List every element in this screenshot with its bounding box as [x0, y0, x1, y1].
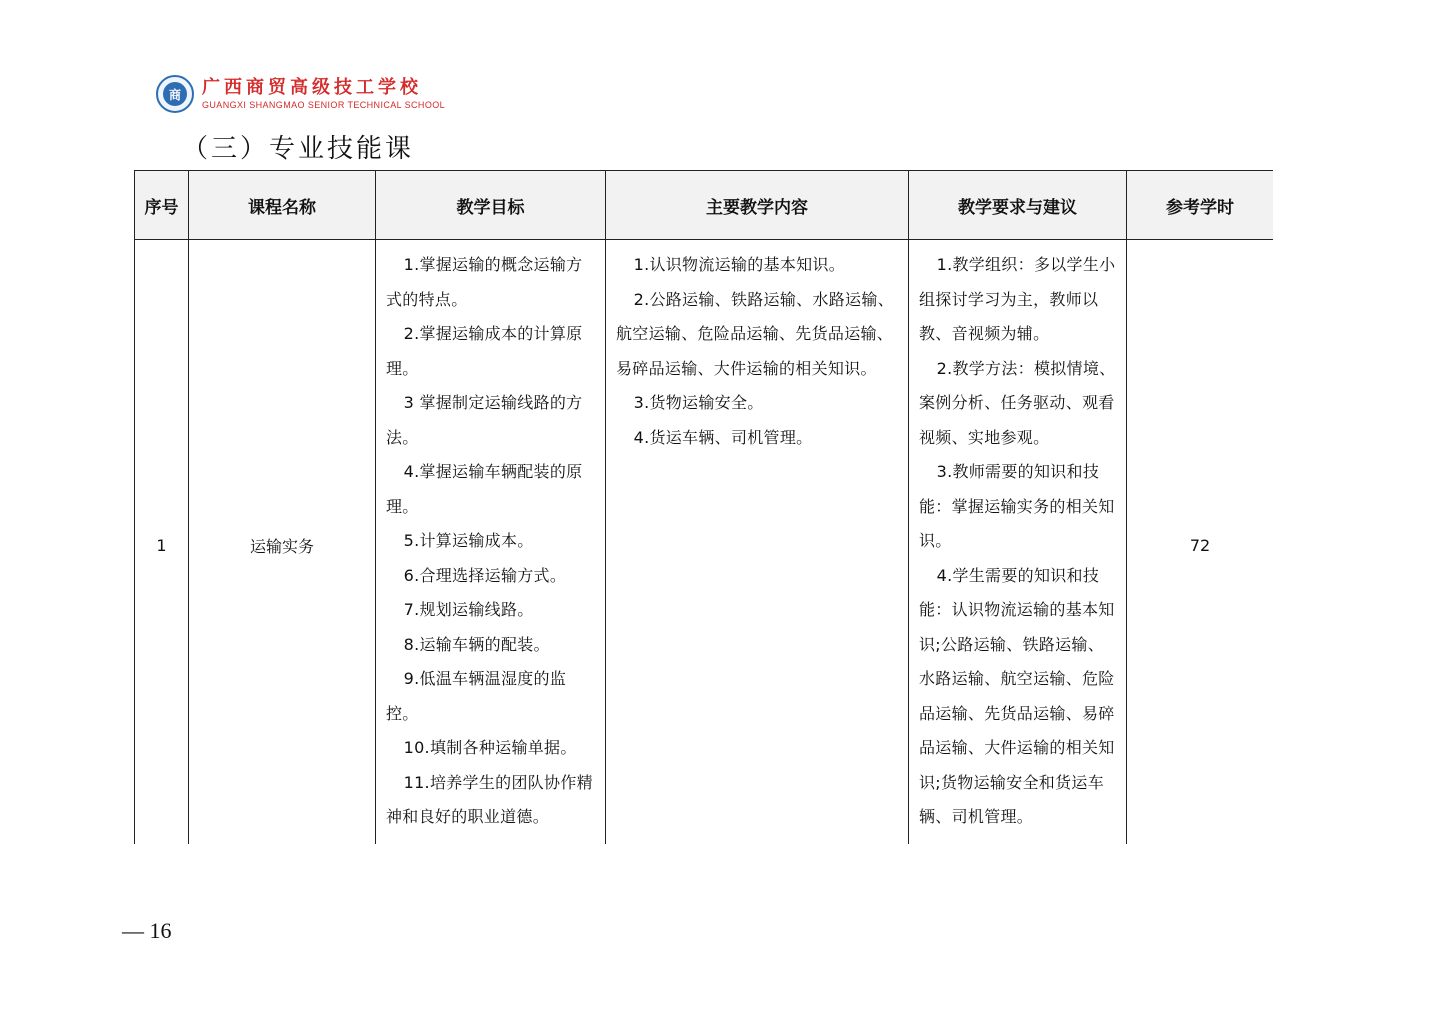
course-table-container	[134, 170, 1273, 844]
cell-course-name: 运输实务	[189, 240, 376, 845]
col-header-course-name: 课程名称	[189, 171, 376, 240]
school-name-cn: 广西商贸高级技工学校	[202, 77, 422, 98]
content-item: 4.货运车辆、司机管理。	[633, 427, 813, 447]
col-header-requirements: 教学要求与建议	[909, 171, 1127, 240]
school-header	[156, 74, 445, 114]
col-header-goals: 教学目标	[376, 171, 606, 240]
goal-item: 4.掌握运输车辆配装的原理。	[386, 462, 583, 516]
requirement-item: 3.教师需要的知识和技能：掌握运输实务的相关知识。	[919, 462, 1115, 550]
goal-item: 10.填制各种运输单据。	[403, 738, 577, 757]
requirement-item: 4.学生需要的知识和技能：认识物流运输的基本知识;公路运输、铁路运输、水路运输、航空运输、危险品运输、先货品运输、易碎品运输、大件运输的相关知识;货物运输安全和货运车辆、司机管理。	[919, 565, 1115, 826]
col-header-index: 序号	[135, 171, 189, 240]
goal-item: 6.合理选择运输方式。	[403, 565, 567, 585]
table-row	[135, 240, 1274, 845]
goal-item: 1.掌握运输的概念运输方式的特点。	[386, 255, 583, 309]
goal-item: 8.运输车辆的配装。	[403, 634, 550, 654]
school-name-en: GUANGXI SHANGMAO SENIOR TECHNICAL SCHOOL	[202, 100, 446, 110]
course-table	[134, 170, 1273, 844]
content-item: 1.认识物流运输的基本知识。	[633, 255, 846, 274]
cell-hours: 72	[1127, 240, 1274, 845]
cell-goals	[376, 240, 606, 845]
cell-content	[606, 240, 909, 845]
goal-item: 7.规划运输线路。	[403, 600, 534, 619]
goal-item: 2.掌握运输成本的计算原理。	[386, 324, 583, 378]
page-number: — 16	[122, 918, 172, 943]
section-title: （三）专业技能课	[182, 134, 415, 164]
content-item: 3.货物运输安全。	[633, 393, 764, 412]
cell-requirements	[909, 240, 1127, 845]
goal-item: 3 掌握制定运输线路的方法。	[386, 393, 583, 447]
table-header-row	[135, 171, 1274, 240]
school-name	[202, 77, 445, 111]
school-logo-icon: 商	[156, 75, 194, 113]
col-header-content: 主要教学内容	[606, 171, 909, 240]
goal-item: 9.低温车辆温湿度的监控。	[386, 669, 567, 723]
requirement-item: 1.教学组织：多以学生小组探讨学习为主，教师以教、音视频为辅。	[919, 255, 1116, 343]
requirement-item: 2.教学方法：模拟情境、案例分析、任务驱动、观看视频、实地参观。	[919, 358, 1116, 447]
goal-item: 5.计算运输成本。	[403, 531, 534, 550]
goal-item: 11.培养学生的团队协作精神和良好的职业道德。	[386, 772, 593, 826]
cell-index: 1	[135, 240, 189, 845]
content-item: 2.公路运输、铁路运输、水路运输、航空运输、危险品运输、先货品运输、易碎品运输、大件运输的相关知识。	[616, 289, 894, 378]
col-header-hours: 参考学时	[1127, 171, 1274, 240]
